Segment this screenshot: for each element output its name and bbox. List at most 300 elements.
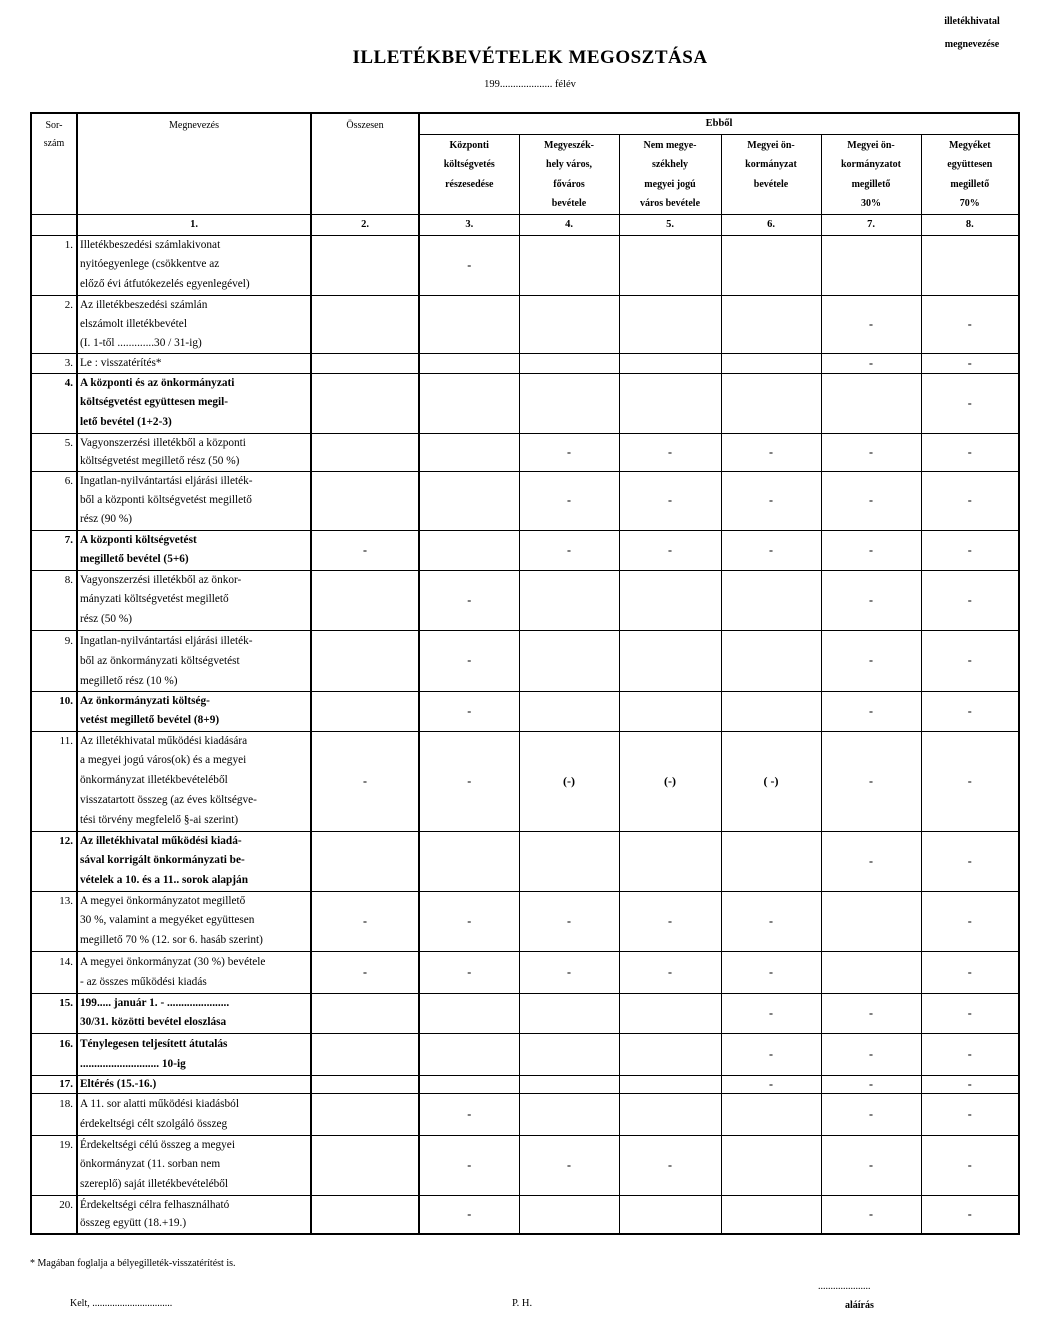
description-line: ............................ 10-ig [80, 1057, 186, 1070]
column-number: 6. [721, 214, 821, 235]
row-number: 15. [31, 993, 77, 1033]
description-line: Az illetékhivatal működési kiadására [80, 734, 248, 747]
cell-megyek-70: - [921, 630, 1019, 691]
header-line: szám [43, 138, 65, 149]
cell-megyei-onkormanyzat [721, 630, 821, 691]
description-line: Az illetékhivatal működési kiadá- [80, 834, 242, 847]
row-description [77, 471, 311, 530]
cell-megyeszekhely: - [519, 433, 619, 471]
cell-nem-megyeszekhely [619, 993, 721, 1033]
cell-osszesen [311, 373, 419, 433]
column-number: 7. [821, 214, 921, 235]
table-row [31, 951, 1019, 993]
row-number: 1. [31, 235, 77, 295]
cell-megyei-onkormanyzat: - [721, 993, 821, 1033]
header-line: kormányzat [745, 159, 797, 170]
cell-megyei-30: - [821, 691, 921, 731]
description-line: a megyei jogú város(ok) és a megyei [80, 754, 247, 767]
col-header-megyei-onkormanyzat [721, 134, 821, 214]
row-description [77, 691, 311, 731]
header-line: székhely [651, 159, 689, 170]
cell-nem-megyeszekhely [619, 570, 721, 630]
cell-megyei-onkormanyzat [721, 1093, 821, 1135]
cell-megyeszekhely: - [519, 891, 619, 951]
cell-osszesen [311, 235, 419, 295]
table-header [31, 113, 1019, 235]
description-line: vetést megillető bevétel (8+9) [80, 714, 220, 726]
row-number: 14. [31, 951, 77, 993]
cell-kozponti: - [419, 1135, 519, 1195]
office-name-line-2: megnevezése [944, 39, 1000, 50]
description-line: elszámolt illetékbevétel [80, 317, 187, 330]
cell-megyei-onkormanyzat [721, 353, 821, 373]
cell-osszesen [311, 1093, 419, 1135]
cell-kozponti [419, 1033, 519, 1075]
description-line: szereplő) saját illetékbevételéből [80, 1177, 229, 1190]
cell-nem-megyeszekhely [619, 353, 721, 373]
cell-megyei-onkormanyzat [721, 691, 821, 731]
cell-megyek-70: - [921, 731, 1019, 831]
cell-kozponti [419, 1075, 519, 1093]
cell-osszesen: - [311, 731, 419, 831]
cell-nem-megyeszekhely [619, 831, 721, 891]
period-line: 199.................... félév [484, 79, 576, 90]
description-line: A központi és az önkormányzati [80, 376, 235, 389]
cell-kozponti: - [419, 630, 519, 691]
signature-label: aláírás [845, 1300, 874, 1311]
header-line: város bevétele [639, 198, 701, 209]
cell-megyeszekhely [519, 1075, 619, 1093]
cell-nem-megyeszekhely [619, 235, 721, 295]
description-line: 199..... január 1. - ...................... [80, 996, 230, 1009]
column-number-row [31, 214, 1019, 235]
table-row [31, 1195, 1019, 1234]
col-header-megyeszekhely [519, 134, 619, 214]
cell-osszesen [311, 570, 419, 630]
row-description [77, 570, 311, 630]
table-row [31, 630, 1019, 691]
description-line: Ténylegesen teljesített átutalás [80, 1037, 228, 1050]
row-description [77, 353, 311, 373]
cell-megyek-70: - [921, 691, 1019, 731]
cell-megyei-onkormanyzat [721, 570, 821, 630]
row-number: 9. [31, 630, 77, 691]
cell-kozponti [419, 993, 519, 1033]
table-row [31, 731, 1019, 831]
description-line: előző évi átfutókezelés egyenlegével) [80, 277, 250, 290]
header-line: Megyeszék- [544, 139, 594, 151]
cell-megyei-30 [821, 373, 921, 433]
description-line: nyitóegyenlege (csökkentve az [80, 258, 220, 271]
row-number: 4. [31, 373, 77, 433]
cell-megyek-70: - [921, 471, 1019, 530]
cell-kozponti [419, 530, 519, 570]
footnote: * Magában foglalja a bélyegilleték-visszatérítést is. [30, 1258, 236, 1269]
cell-osszesen [311, 630, 419, 691]
cell-megyek-70: - [921, 831, 1019, 891]
description-line: A megyei önkormányzatot megillető [80, 894, 246, 907]
description-line: Eltérés (15.-16.) [80, 1077, 157, 1090]
row-description [77, 295, 311, 353]
cell-kozponti: - [419, 570, 519, 630]
cell-osszesen [311, 1033, 419, 1075]
description-line: megillető 70 % (12. sor 6. hasáb szerint) [80, 933, 263, 946]
cell-megyek-70: - [921, 530, 1019, 570]
description-line: sával korrigált önkormányzati be- [80, 854, 245, 867]
cell-nem-megyeszekhely: (-) [619, 731, 721, 831]
description-line: költségvetést együttesen megil- [80, 396, 229, 409]
description-line: A központi költségvetést [80, 533, 197, 546]
cell-megyei-onkormanyzat: - [721, 951, 821, 993]
table-row [31, 471, 1019, 530]
revenue-allocation-table [30, 112, 1020, 1235]
cell-kozponti [419, 373, 519, 433]
description-line: - az összes működési kiadás [80, 975, 207, 988]
row-description [77, 1135, 311, 1195]
col-header-sorszam [31, 113, 77, 214]
cell-megyek-70: - [921, 1195, 1019, 1234]
row-number: 10. [31, 691, 77, 731]
signature-line: ..................... [818, 1281, 871, 1292]
table-row [31, 1135, 1019, 1195]
header-row [31, 113, 1019, 134]
description-line: költségvetést megillető rész (50 %) [80, 455, 240, 467]
description-line: Érdekeltségi célú összeg a megyei [80, 1138, 235, 1151]
col-header-nem-megyeszekhely [619, 134, 721, 214]
cell-osszesen [311, 691, 419, 731]
cell-osszesen [311, 433, 419, 471]
cell-kozponti: - [419, 235, 519, 295]
cell-megyek-70: - [921, 951, 1019, 993]
cell-megyei-30: - [821, 1135, 921, 1195]
cell-megyei-30: - [821, 353, 921, 373]
description-line: rész (90 %) [80, 513, 133, 526]
column-number-blank [31, 214, 77, 235]
cell-nem-megyeszekhely: - [619, 530, 721, 570]
header-line: megillető [950, 178, 990, 190]
description-line: Vagyonszerzési illetékből az önkor- [80, 573, 242, 586]
cell-osszesen: - [311, 951, 419, 993]
cell-megyei-30: - [821, 630, 921, 691]
description-line: megillető bevétel (5+6) [80, 553, 189, 565]
cell-megyei-onkormanyzat: - [721, 530, 821, 570]
row-description [77, 530, 311, 570]
description-line: tési törvény megfelelő §-ai szerint) [80, 813, 239, 826]
row-description [77, 993, 311, 1033]
date-place-line: Kelt, ................................ [70, 1298, 173, 1309]
cell-megyeszekhely: (-) [519, 731, 619, 831]
description-line: (I. 1-től .............30 / 31-ig) [80, 336, 202, 349]
table-row [31, 570, 1019, 630]
table-row [31, 235, 1019, 295]
cell-nem-megyeszekhely: - [619, 433, 721, 471]
cell-nem-megyeszekhely [619, 1195, 721, 1234]
cell-megyei-30: - [821, 295, 921, 353]
cell-megyeszekhely: - [519, 951, 619, 993]
header-line: Központi [449, 139, 489, 151]
cell-megyei-30: - [821, 433, 921, 471]
cell-megyeszekhely [519, 993, 619, 1033]
col-header-megyek-70 [921, 134, 1019, 214]
cell-megyek-70: - [921, 1075, 1019, 1093]
column-number: 1. [77, 214, 311, 235]
cell-megyei-30: - [821, 731, 921, 831]
column-number: 2. [311, 214, 419, 235]
description-line: Az önkormányzati költség- [80, 694, 210, 707]
cell-megyei-onkormanyzat: ( -) [721, 731, 821, 831]
cell-megyeszekhely [519, 630, 619, 691]
row-description [77, 373, 311, 433]
cell-kozponti: - [419, 731, 519, 831]
header-line: 30% [861, 198, 881, 209]
cell-kozponti: - [419, 1093, 519, 1135]
cell-megyeszekhely [519, 691, 619, 731]
cell-megyei-onkormanyzat [721, 831, 821, 891]
cell-megyek-70 [921, 235, 1019, 295]
cell-osszesen [311, 993, 419, 1033]
column-number: 5. [619, 214, 721, 235]
header-line: kormányzatot [841, 159, 901, 170]
cell-nem-megyeszekhely: - [619, 1135, 721, 1195]
description-line: A 11. sor alatti működési kiadásból [80, 1097, 239, 1110]
cell-megyei-30: - [821, 1075, 921, 1093]
document-title: ILLETÉKBEVÉTELEK MEGOSZTÁSA [352, 47, 708, 68]
column-number: 3. [419, 214, 519, 235]
header-line: Megyéket [948, 139, 991, 151]
col-header-megyei-30 [821, 134, 921, 214]
cell-megyei-onkormanyzat [721, 1135, 821, 1195]
cell-nem-megyeszekhely [619, 373, 721, 433]
cell-megyek-70: - [921, 1135, 1019, 1195]
cell-megyei-onkormanyzat: - [721, 433, 821, 471]
cell-megyei-onkormanyzat [721, 373, 821, 433]
cell-megyei-30: - [821, 1195, 921, 1234]
row-number: 13. [31, 891, 77, 951]
table-row [31, 691, 1019, 731]
cell-kozponti: - [419, 951, 519, 993]
row-description [77, 1195, 311, 1234]
cell-megyei-onkormanyzat: - [721, 891, 821, 951]
cell-kozponti: - [419, 691, 519, 731]
cell-osszesen [311, 1195, 419, 1234]
description-line: visszatartott összeg (az éves költségve- [80, 793, 257, 806]
cell-megyek-70: - [921, 993, 1019, 1033]
cell-megyei-30: - [821, 993, 921, 1033]
row-description [77, 1033, 311, 1075]
table-row [31, 353, 1019, 373]
cell-megyei-onkormanyzat: - [721, 471, 821, 530]
header-line: együttesen [947, 159, 993, 170]
row-description [77, 831, 311, 891]
description-line: Érdekeltségi célra felhasználható [80, 1198, 230, 1211]
cell-megyek-70: - [921, 570, 1019, 630]
description-line: mányzati költségvetést megillető [80, 593, 229, 606]
row-description [77, 433, 311, 471]
description-line: érdekeltségi célt szolgáló összeg [80, 1117, 228, 1130]
cell-megyei-30: - [821, 1093, 921, 1135]
cell-megyei-onkormanyzat: - [721, 1075, 821, 1093]
description-line: 30 %, valamint a megyéket együttesen [80, 914, 255, 927]
header-line: bevétele [753, 178, 789, 190]
column-number: 4. [519, 214, 619, 235]
header-line: bevétele [551, 198, 587, 209]
table-row [31, 831, 1019, 891]
table-row [31, 1093, 1019, 1135]
cell-osszesen [311, 295, 419, 353]
row-description [77, 731, 311, 831]
table-row [31, 891, 1019, 951]
header-line: Sor- [45, 120, 63, 131]
cell-nem-megyeszekhely [619, 1075, 721, 1093]
col-header-megnevezes: Megnevezés [77, 113, 311, 214]
cell-megyei-30 [821, 235, 921, 295]
description-line: önkormányzat illetékbevételéből [80, 774, 228, 787]
cell-megyeszekhely [519, 353, 619, 373]
description-line: megillető rész (10 %) [80, 674, 178, 687]
table-row [31, 433, 1019, 471]
stamp-placeholder: P. H. [512, 1298, 533, 1309]
cell-nem-megyeszekhely [619, 691, 721, 731]
cell-osszesen [311, 1075, 419, 1093]
description-line: Ingatlan-nyilvántartási eljárási illeték- [80, 474, 253, 487]
cell-megyei-30: - [821, 471, 921, 530]
cell-megyeszekhely [519, 570, 619, 630]
cell-megyeszekhely [519, 235, 619, 295]
cell-megyei-30 [821, 951, 921, 993]
cell-megyek-70: - [921, 1033, 1019, 1075]
row-description [77, 1075, 311, 1093]
cell-megyeszekhely [519, 1093, 619, 1135]
row-description [77, 630, 311, 691]
cell-kozponti: - [419, 891, 519, 951]
description-line: lető bevétel (1+2-3) [80, 415, 172, 428]
row-number: 18. [31, 1093, 77, 1135]
description-line: összeg együtt (18.+19.) [80, 1217, 187, 1229]
row-number: 20. [31, 1195, 77, 1234]
cell-megyeszekhely: - [519, 471, 619, 530]
cell-megyei-onkormanyzat [721, 235, 821, 295]
cell-osszesen: - [311, 891, 419, 951]
cell-osszesen [311, 1135, 419, 1195]
header-line: Nem megye- [643, 139, 697, 151]
cell-megyek-70: - [921, 1093, 1019, 1135]
cell-kozponti: - [419, 1195, 519, 1234]
cell-megyei-30 [821, 891, 921, 951]
row-number: 5. [31, 433, 77, 471]
description-line: ből a központi költségvetést megillető [80, 493, 252, 506]
description-line: vételek a 10. és a 11.. sorok alapján [80, 873, 248, 886]
cell-megyek-70: - [921, 295, 1019, 353]
cell-nem-megyeszekhely: - [619, 471, 721, 530]
header-line: költségvetés [443, 159, 495, 170]
row-number: 6. [31, 471, 77, 530]
table-row [31, 1033, 1019, 1075]
description-line: Le : visszatérítés* [80, 356, 162, 369]
col-header-kozponti [419, 134, 519, 214]
description-line: rész (50 %) [80, 612, 133, 625]
cell-megyei-onkormanyzat [721, 1195, 821, 1234]
header-line: Megyei ön- [847, 139, 895, 151]
table-row [31, 295, 1019, 353]
table-row [31, 373, 1019, 433]
cell-osszesen [311, 353, 419, 373]
cell-megyeszekhely: - [519, 1135, 619, 1195]
row-description [77, 891, 311, 951]
cell-megyek-70: - [921, 891, 1019, 951]
cell-megyei-30: - [821, 831, 921, 891]
description-line: Vagyonszerzési illetékből a központi [80, 436, 246, 449]
cell-megyeszekhely [519, 1195, 619, 1234]
cell-osszesen: - [311, 530, 419, 570]
cell-megyei-30: - [821, 530, 921, 570]
row-number: 17. [31, 1075, 77, 1093]
header-line: megyei jogú [644, 178, 696, 190]
cell-kozponti [419, 295, 519, 353]
row-number: 16. [31, 1033, 77, 1075]
row-number: 12. [31, 831, 77, 891]
row-number: 7. [31, 530, 77, 570]
cell-kozponti [419, 353, 519, 373]
office-name-line-1: illetékhivatal [944, 16, 1000, 27]
cell-nem-megyeszekhely: - [619, 951, 721, 993]
cell-megyeszekhely: - [519, 530, 619, 570]
table-row [31, 993, 1019, 1033]
row-number: 19. [31, 1135, 77, 1195]
row-number: 3. [31, 353, 77, 373]
cell-megyeszekhely [519, 295, 619, 353]
row-number: 8. [31, 570, 77, 630]
cell-megyek-70: - [921, 353, 1019, 373]
cell-osszesen [311, 831, 419, 891]
cell-nem-megyeszekhely [619, 1093, 721, 1135]
cell-nem-megyeszekhely [619, 295, 721, 353]
cell-megyeszekhely [519, 373, 619, 433]
column-number: 8. [921, 214, 1019, 235]
header-line: 70% [959, 198, 980, 209]
cell-megyei-onkormanyzat: - [721, 1033, 821, 1075]
header-line: Megyei ön- [747, 139, 795, 151]
cell-megyek-70: - [921, 433, 1019, 471]
header-line: hely város, [546, 159, 592, 170]
cell-megyeszekhely [519, 1033, 619, 1075]
row-number: 11. [31, 731, 77, 831]
cell-kozponti [419, 471, 519, 530]
cell-megyeszekhely [519, 831, 619, 891]
cell-kozponti [419, 831, 519, 891]
cell-megyek-70: - [921, 373, 1019, 433]
col-header-osszesen: Összesen [311, 113, 419, 214]
cell-kozponti [419, 433, 519, 471]
row-description [77, 951, 311, 993]
row-description [77, 235, 311, 295]
description-line: A megyei önkormányzat (30 %) bevétele [80, 955, 266, 968]
description-line: Az illetékbeszedési számlán [80, 298, 208, 311]
cell-nem-megyeszekhely [619, 630, 721, 691]
table-row [31, 530, 1019, 570]
table-body [31, 235, 1019, 1234]
row-description [77, 1093, 311, 1135]
cell-megyei-onkormanyzat [721, 295, 821, 353]
cell-nem-megyeszekhely: - [619, 891, 721, 951]
description-line: 30/31. közötti bevétel eloszlása [80, 1016, 227, 1028]
header-line: részesedése [445, 178, 494, 190]
table-row [31, 1075, 1019, 1093]
description-line: Illetékbeszedési számlakivonat [80, 238, 221, 251]
header-line: főváros [553, 178, 585, 190]
header-line: megillető [851, 178, 891, 190]
description-line: önkormányzat (11. sorban nem [80, 1158, 221, 1171]
cell-nem-megyeszekhely [619, 1033, 721, 1075]
